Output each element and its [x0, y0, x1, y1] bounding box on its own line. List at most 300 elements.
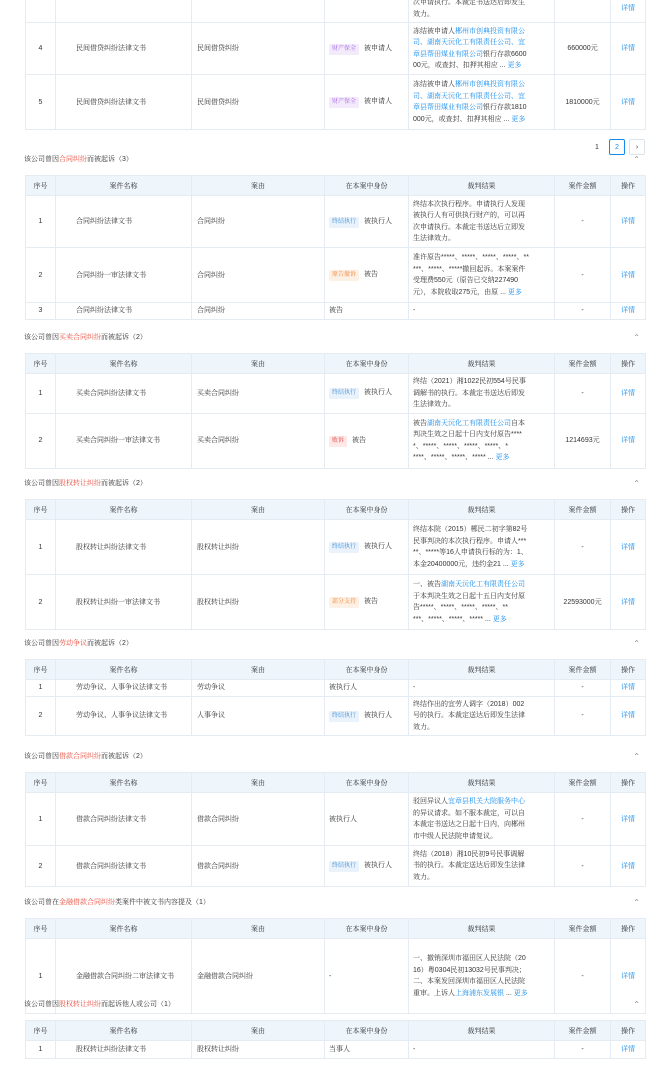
case-cause: 买卖合同纠纷 [192, 413, 325, 468]
judgment-result-line: 调解书的执行。本裁定书送达后即发 [413, 389, 525, 397]
column-header-amount: 案件金额 [555, 500, 611, 520]
case-role: 被执行人 [364, 711, 393, 719]
column-header-role: 在本案中身份 [325, 773, 409, 793]
case-role: 被申请人 [364, 98, 393, 105]
judgment-result-line: 元），本院收取275元，由原 [413, 288, 499, 296]
detail-link[interactable]: 详情 [611, 680, 646, 697]
case-cause: 人事争议 [192, 696, 325, 736]
detail-link[interactable]: 详情 [611, 793, 646, 846]
case-cause: 股权转让纠纷 [192, 520, 325, 575]
section-title-suffix: 而被起诉（2） [101, 753, 147, 760]
column-header-amount: 案件金额 [555, 660, 611, 680]
judgment-result [409, 575, 555, 630]
judgment-result-text: 准许原告*****、*****、*****、*****、** ***、*****、*****撤回起诉。本案案件 受理费550元（原告已交纳227490 元），本院收取275元，由原 ... 更多 [413, 254, 529, 296]
judgment-result-line: 被执行人有可供执行财产的，可以再 [413, 212, 525, 219]
case-table [25, 659, 646, 736]
case-role-cell [325, 374, 409, 414]
column-header-name: 案件名称 [56, 660, 192, 680]
case-amount: - [555, 374, 611, 414]
section-title-suffix: 而被起诉（3） [87, 156, 133, 163]
judgment-result-text: 被告湖南天沅化工有限责任公司自本 判决生效之日起十日内支付原告**** *、*****、*****、*****、*****、* ****、*****、*****、***** ... 更多 [413, 419, 525, 461]
judgment-result-line: 本金20400000元，违约金21 [413, 560, 501, 568]
column-header-amount: 案件金额 [555, 1021, 611, 1041]
judgment-result-line: 的异议请求。如不服本裁定，可以自 [413, 809, 525, 817]
detail-link[interactable]: 详情 [611, 23, 646, 75]
case-name: 民间借贷纠纷法律文书 [56, 75, 192, 130]
case-name: 合同纠纷一审法律文书 [56, 248, 192, 303]
detail-link[interactable]: 详情 [611, 939, 646, 1014]
column-header-cause: 案由 [192, 500, 325, 520]
table-row [26, 0, 646, 23]
case-name: 股权转让纠纷一审法律文书 [56, 575, 192, 630]
table-row [26, 793, 646, 846]
case-cause: 借款合同纠纷 [192, 793, 325, 846]
section-title-prefix: 该公司曾因 [24, 640, 59, 647]
case-name: 合同纠纷法律文书 [56, 303, 192, 320]
detail-link[interactable]: 详情 [611, 374, 646, 414]
case-role: 被告 [364, 598, 379, 605]
case-cause [192, 0, 325, 23]
judgment-result-line: 次申请执行。本裁定书送达后立即发 [413, 223, 525, 231]
table-row [26, 303, 646, 320]
more-link[interactable]: 更多 [511, 115, 526, 123]
judgment-result-text [413, 1042, 550, 1058]
section-title[interactable] [0, 150, 660, 170]
section-title[interactable] [0, 474, 660, 494]
column-header-no: 序号 [26, 500, 56, 520]
more-link[interactable]: 更多 [507, 62, 522, 69]
status-badge: 终结执行 [329, 711, 359, 722]
row-number: 1 [26, 520, 56, 575]
case-role: 被申请人 [364, 44, 393, 52]
section-title-suffix: 而起诉他人或公司（1） [101, 1001, 175, 1008]
section-title-prefix: 该公司曾因 [24, 1001, 59, 1008]
status-badge: 财产保全 [329, 44, 359, 55]
table-header-row [26, 176, 646, 196]
row-number: 1 [26, 939, 56, 1014]
chevron-up-icon[interactable]: ⌃ [633, 479, 640, 488]
case-role: 被告 [352, 436, 367, 444]
column-header-op: 操作 [611, 660, 646, 680]
detail-link[interactable]: 详情 [611, 575, 646, 630]
case-amount: - [555, 1041, 611, 1059]
judgment-result-line: **、*****等16人申请执行标的为：1、 [413, 549, 528, 556]
status-badge: 终结执行 [329, 388, 359, 399]
row-number: 1 [26, 196, 56, 248]
case-amount: 1810000元 [555, 75, 611, 130]
case-role: 被执行人 [329, 815, 357, 823]
judgment-result [409, 374, 555, 414]
column-header-op: 操作 [611, 176, 646, 196]
section-title-suffix: 类案件中被文书内容提及（1） [115, 899, 210, 906]
case-cause: 借款合同纠纷 [192, 846, 325, 887]
judgment-result-line: 00元，或查封、扣押其相应 [413, 62, 498, 69]
more-link[interactable]: 更多 [495, 454, 510, 461]
judgment-result-line: - [413, 1045, 416, 1053]
column-header-amount: 案件金额 [555, 176, 611, 196]
column-header-cause: 案由 [192, 773, 325, 793]
table-row [26, 575, 646, 630]
judgment-result-text: 冻结被申请人郴州市创典投资有限公 司、湖南天沅化工有限责任公司、宜 章县帮田煤业有限公司银行存款6600 00元，或查封、扣押其相应 ... 更多 [413, 27, 527, 69]
row-number: 1 [26, 793, 56, 846]
judgment-result-line: 重审。上诉人上海浦东发展银 [413, 989, 504, 997]
chevron-up-icon[interactable]: ⌃ [633, 1000, 640, 1009]
judgment-result-line: 本裁定书送达之日起十日内，向郴州 [413, 821, 525, 828]
case-name: 股权转让纠纷法律文书 [56, 520, 192, 575]
row-number: 3 [26, 303, 56, 320]
judgment-result [409, 23, 555, 75]
judgment-result [409, 1041, 555, 1059]
case-role: 被执行人 [364, 217, 393, 225]
column-header-role: 在本案中身份 [325, 919, 409, 939]
judgment-result-text: 冻结被申请人郴州市创典投资有限公 司、湖南天沅化工有限责任公司、宜 章县帮田煤业有限公司银行存款1810 000元，或查封、扣押其相应 ... 更多 [413, 81, 527, 123]
detail-link[interactable]: 详情 [611, 0, 646, 23]
detail-link[interactable]: 详情 [611, 520, 646, 575]
case-name [56, 0, 192, 23]
case-amount: - [555, 248, 611, 303]
section-title[interactable] [0, 634, 660, 654]
table-header-row [26, 919, 646, 939]
judgment-result-line: 受理费550元（原告已交纳227490 [413, 277, 519, 284]
case-role-cell [325, 75, 409, 130]
row-number: 1 [26, 680, 56, 697]
detail-link[interactable]: 详情 [611, 1041, 646, 1059]
status-badge: 财产保全 [329, 97, 359, 108]
page-1[interactable]: 1 [595, 144, 599, 151]
case-amount [555, 0, 611, 23]
section-title[interactable] [0, 747, 660, 767]
chevron-up-icon[interactable]: ⌃ [633, 155, 640, 164]
status-badge: 原告撤诉 [329, 270, 359, 281]
judgment-result-text [413, 303, 550, 319]
table-header-row [26, 354, 646, 374]
case-cause: 合同纠纷 [192, 303, 325, 320]
judgment-result-text: 终结本院（2015）郴民二初字第82号 民事判决的本次执行程序。申请人*** **、*****等16人申请执行标的为：1、 本金20400000元，违约金21 ... 更多 [413, 526, 528, 568]
case-section [0, 634, 660, 736]
table-row [26, 374, 646, 414]
table-header-row [26, 660, 646, 680]
judgment-result-line: 司、湖南天沅化工有限责任公司、宜 [413, 39, 525, 46]
detail-link[interactable]: 详情 [611, 846, 646, 887]
section-title-prefix: 该公司曾因 [24, 753, 59, 760]
case-name: 借款合同纠纷法律文书 [56, 846, 192, 887]
section-title[interactable] [0, 893, 660, 913]
judgment-result [409, 75, 555, 130]
case-role-cell [325, 680, 409, 697]
column-header-op: 操作 [611, 1021, 646, 1041]
row-number: 5 [26, 75, 56, 130]
section-title[interactable] [0, 328, 660, 348]
column-header-amount: 案件金额 [555, 354, 611, 374]
judgment-result-text [413, 794, 550, 844]
column-header-no: 序号 [26, 773, 56, 793]
row-number: 2 [26, 248, 56, 303]
case-role: 被执行人 [329, 684, 357, 692]
column-header-role: 在本案中身份 [325, 500, 409, 520]
more-link[interactable]: 更多 [507, 288, 522, 296]
case-role-cell [325, 793, 409, 846]
section-title-suffix: 而被起诉（2） [87, 640, 133, 647]
case-role: 被执行人 [364, 862, 393, 869]
case-cause: 股权转让纠纷 [192, 1041, 325, 1059]
detail-link[interactable]: 详情 [611, 248, 646, 303]
case-name: 合同纠纷法律文书 [56, 196, 192, 248]
judgment-result-line: 生法律效力。 [413, 235, 455, 242]
column-header-no: 序号 [26, 354, 56, 374]
more-link[interactable]: 更多 [510, 560, 525, 568]
judgment-result-line: 冻结被申请人郴州市创典投资有限公 [413, 81, 525, 88]
case-amount: - [555, 196, 611, 248]
case-role: - [329, 972, 332, 980]
judgment-result-line: *、*****、*****、*****、*****、* [413, 442, 508, 450]
page-2[interactable]: 2 [609, 139, 625, 155]
detail-link[interactable]: 详情 [611, 696, 646, 736]
row-number: 2 [26, 413, 56, 468]
table-row [26, 23, 646, 75]
chevron-up-icon[interactable]: ⌃ [633, 752, 640, 761]
judgment-result-line: 生法律效力。 [413, 401, 455, 408]
detail-link[interactable]: 详情 [611, 303, 646, 320]
column-header-cause: 案由 [192, 1021, 325, 1041]
column-header-name: 案件名称 [56, 919, 192, 939]
table-header-row [26, 773, 646, 793]
case-amount: - [555, 520, 611, 575]
detail-link[interactable]: 详情 [611, 413, 646, 468]
case-section [0, 995, 660, 1059]
section-title-prefix: 该公司曾因 [24, 480, 59, 487]
case-amount: 1214693元 [555, 413, 611, 468]
column-header-result: 裁判结果 [409, 660, 555, 680]
detail-link[interactable]: 详情 [611, 196, 646, 248]
case-cause: 民间借贷纠纷 [192, 23, 325, 75]
column-header-no: 序号 [26, 919, 56, 939]
table-row [26, 520, 646, 575]
case-name: 股权转让纠纷法律文书 [56, 1041, 192, 1059]
column-header-op: 操作 [611, 354, 646, 374]
column-header-role: 在本案中身份 [325, 176, 409, 196]
table-row [26, 248, 646, 303]
judgment-result-line: 效力。 [413, 723, 434, 731]
judgment-result-line: 冻结被申请人郴州市创典投资有限公 [413, 27, 525, 35]
judgment-result-line: 市中级人民法院申请复议。 [413, 832, 497, 840]
case-amount: - [555, 846, 611, 887]
row-number: 1 [26, 374, 56, 414]
judgment-result-line: 于本判决生效之日起十五日内支付原 [413, 592, 525, 600]
case-role: 被执行人 [364, 389, 393, 397]
column-header-op: 操作 [611, 919, 646, 939]
table-header-row [26, 500, 646, 520]
judgment-result [409, 303, 555, 320]
column-header-op: 操作 [611, 773, 646, 793]
case-role-cell [325, 248, 409, 303]
case-role: 被告 [364, 271, 379, 278]
row-number: 2 [26, 696, 56, 736]
judgment-result [409, 680, 555, 697]
section-keyword-link[interactable]: 借款合同纠纷 [59, 753, 101, 760]
case-name: 买卖合同纠纷一审法律文书 [56, 413, 192, 468]
table-row [26, 680, 646, 697]
judgment-result-line: 告*****、*****、*****、*****、** [413, 604, 508, 611]
judgment-result-line: 章县帮田煤业有限公司银行存款6600 [413, 50, 527, 58]
status-badge: 终结执行 [329, 542, 359, 553]
case-section [0, 474, 660, 630]
more-link[interactable]: 更多 [513, 989, 528, 997]
case-name: 劳动争议、人事争议法律文书 [56, 680, 192, 697]
judgment-result-line: 终结本院（2015）郴民二初字第82号 [413, 526, 528, 533]
case-name: 劳动争议、人事争议法律文书 [56, 696, 192, 736]
section-keyword-link[interactable]: 金融借款合同纠纷 [59, 899, 115, 906]
case-cause: 买卖合同纠纷 [192, 374, 325, 414]
case-table [25, 772, 646, 887]
column-header-role: 在本案中身份 [325, 1021, 409, 1041]
judgment-result-text [413, 697, 550, 736]
case-name: 金融借款合同纠纷二审法律文书 [56, 939, 192, 1014]
section-title-prefix: 该公司曾在 [24, 899, 59, 906]
section-keyword-link[interactable]: 买卖合同纠纷 [59, 334, 101, 341]
judgment-result [409, 696, 555, 736]
column-header-result: 裁判结果 [409, 773, 555, 793]
case-role-cell [325, 413, 409, 468]
section-keyword-link[interactable]: 股权转让纠纷 [59, 1001, 101, 1008]
judgment-result [409, 520, 555, 575]
table-row [26, 846, 646, 887]
judgment-result-line: 一、被告湖南天沅化工有限责任公司 [413, 581, 525, 588]
column-header-cause: 案由 [192, 919, 325, 939]
case-cause: 合同纠纷 [192, 196, 325, 248]
column-header-result: 裁判结果 [409, 176, 555, 196]
judgment-result-line: 判决生效之日起十日内支付原告**** [413, 431, 522, 438]
column-header-no: 序号 [26, 660, 56, 680]
chevron-up-icon[interactable]: ⌃ [633, 898, 640, 907]
column-header-result: 裁判结果 [409, 354, 555, 374]
table-row [26, 696, 646, 736]
judgment-result-text: 一、撤销深圳市福田区人民法院（20 16）粤0304民初13032号民事判决； 二、本案发回深圳市福田区人民法院 重审。上诉人上海浦东发展银 ... 更多 [413, 955, 528, 997]
judgment-result-line: 终结（2018）湘10民初9号民事调解 [413, 850, 525, 858]
judgment-result [409, 413, 555, 468]
judgment-result-line: 书的执行。本裁定送达后即发生法律 [413, 862, 525, 870]
case-role-cell [325, 696, 409, 736]
judgment-result [409, 846, 555, 887]
case-amount: - [555, 303, 611, 320]
judgment-result [409, 196, 555, 248]
case-amount: - [555, 939, 611, 1014]
section-keyword-link[interactable]: 劳动争议 [59, 640, 87, 647]
column-header-result: 裁判结果 [409, 1021, 555, 1041]
judgment-result-line: 号的执行。本裁定送达后即发生法律 [413, 712, 525, 719]
case-cause: 劳动争议 [192, 680, 325, 697]
table-header-row [26, 1021, 646, 1041]
case-section [0, 150, 660, 320]
judgment-result [409, 0, 555, 23]
section-title-prefix: 该公司曾因 [24, 156, 59, 163]
judgment-result-line: 司、湖南天沅化工有限责任公司、宜 [413, 92, 525, 100]
row-number: 2 [26, 575, 56, 630]
judgment-result-text [413, 0, 550, 22]
case-role-cell [325, 23, 409, 75]
column-header-no: 序号 [26, 176, 56, 196]
case-role-cell [325, 196, 409, 248]
judgment-result [409, 793, 555, 846]
judgment-result-line: 驳回异议人宜章县机关大院服务中心 [413, 798, 525, 805]
section-keyword-link[interactable]: 合同纠纷 [59, 156, 87, 163]
row-number [26, 0, 56, 23]
judgment-result-text [413, 680, 550, 696]
judgment-result-line: - [413, 684, 416, 691]
judgment-result-line: 效力。 [413, 10, 434, 18]
column-header-op: 操作 [611, 500, 646, 520]
case-role: 当事人 [329, 1046, 350, 1053]
judgment-result-line: 终结（2021）湘1022民初554号民事 [413, 378, 526, 385]
detail-link[interactable]: 详情 [611, 75, 646, 130]
chevron-up-icon[interactable]: ⌃ [633, 639, 640, 648]
case-cause: 股权转让纠纷 [192, 575, 325, 630]
more-link[interactable]: 更多 [492, 615, 507, 623]
section-title-suffix: 而被起诉（2） [101, 334, 147, 341]
judgment-result-text: 一、被告湖南天沅化工有限责任公司 于本判决生效之日起十五日内支付原 告*****、*****、*****、*****、** ***、*****、*****、***** ... 更多 [413, 581, 525, 623]
judgment-result-line: 章县帮田煤业有限公司银行存款1810 [413, 104, 527, 111]
case-section [0, 747, 660, 887]
judgment-result-line: 二、本案发回深圳市福田区人民法院 [413, 978, 525, 985]
judgment-result-text [413, 374, 550, 413]
judgment-result-line: 16）粤0304民初13032号民事判决； [413, 966, 526, 974]
case-role-cell [325, 303, 409, 320]
status-badge: 终结执行 [329, 861, 359, 872]
case-role-cell [325, 1041, 409, 1059]
judgment-result-line: 次申请执行。本裁定书送达后即发生 [413, 0, 525, 6]
case-amount: - [555, 680, 611, 697]
column-header-name: 案件名称 [56, 773, 192, 793]
judgment-result-line: 效力。 [413, 873, 434, 881]
section-title[interactable] [0, 995, 660, 1015]
case-table [25, 353, 646, 469]
case-role-cell [325, 846, 409, 887]
case-table [25, 499, 646, 630]
status-badge: 部分支持 [329, 597, 359, 608]
case-amount: - [555, 793, 611, 846]
column-header-cause: 案由 [192, 176, 325, 196]
column-header-name: 案件名称 [56, 1021, 192, 1041]
column-header-role: 在本案中身份 [325, 354, 409, 374]
case-section [0, 328, 660, 469]
column-header-no: 序号 [26, 1021, 56, 1041]
case-role-cell [325, 575, 409, 630]
case-role: 被告 [329, 307, 343, 315]
column-header-amount: 案件金额 [555, 773, 611, 793]
judgment-result-line: 终结本次执行程序。申请执行人发现 [413, 200, 525, 208]
table-row [26, 196, 646, 248]
case-table [25, 1020, 646, 1059]
judgment-result-line: 终结作出的宜劳人调字（2018）002 [413, 700, 525, 708]
judgment-result-line: 民事判决的本次执行程序。申请人*** [413, 537, 527, 545]
judgment-result [409, 248, 555, 303]
next-page-icon[interactable]: › [629, 139, 645, 155]
column-header-role: 在本案中身份 [325, 660, 409, 680]
column-header-result: 裁判结果 [409, 919, 555, 939]
judgment-result-line: ****、*****、*****、***** [413, 454, 486, 461]
judgment-result-line: 被告湖南天沅化工有限责任公司自本 [413, 419, 525, 427]
case-name: 借款合同纠纷法律文书 [56, 793, 192, 846]
judgment-result-line: 准许原告*****、*****、*****、*****、** [413, 254, 529, 261]
judgment-result-line: 000元，或查封、扣押其相应 [413, 115, 502, 123]
column-header-cause: 案由 [192, 354, 325, 374]
chevron-up-icon[interactable]: ⌃ [633, 333, 640, 342]
column-header-name: 案件名称 [56, 176, 192, 196]
section-keyword-link[interactable]: 股权转让纠纷 [59, 480, 101, 487]
column-header-result: 裁判结果 [409, 500, 555, 520]
case-cause: 合同纠纷 [192, 248, 325, 303]
row-number: 2 [26, 846, 56, 887]
table-row [26, 1041, 646, 1059]
